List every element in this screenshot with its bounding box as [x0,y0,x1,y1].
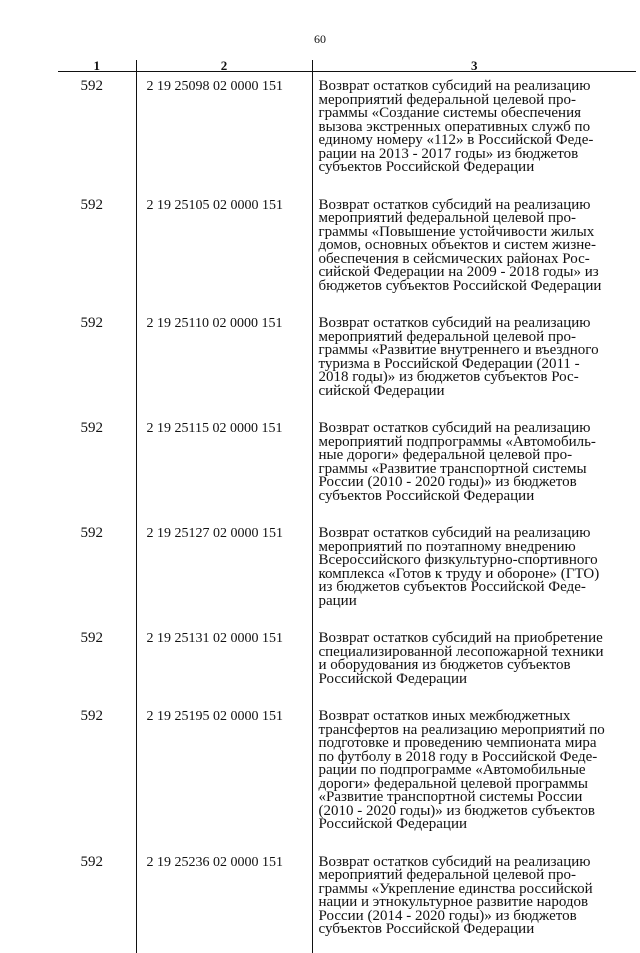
description-line: сийской Федерации на 2009 - 2018 годы» из [318,264,599,280]
description-cell [312,72,636,191]
description-line: граммы «Развитие внутреннего и въездного [318,342,599,358]
table-header-row [58,60,636,72]
description-line: ные дороги» федеральной целевой про- [318,447,573,463]
column-header-3: 3 [312,60,636,72]
admin-code-cell: 592 [80,708,103,724]
description-line: мероприятий федеральной целевой про- [318,328,576,345]
description-line: Возврат остатков субсидий на приобретение [318,630,603,646]
description-cell [312,848,636,953]
description-line: вызова экстренных оперативных служб по [318,118,591,135]
description-line: комплекса «Готов к труду и обороне» (ГТО) [318,565,600,582]
budget-code-cell: 2 19 25110 02 0000 151 [136,309,312,414]
table-row [58,702,636,848]
budget-code-cell: 2 19 25131 02 0000 151 [136,624,312,702]
description-line: из бюджетов субъектов Российской Феде- [318,579,586,595]
budget-code-cell: 2 19 25115 02 0000 151 [136,414,312,519]
description-line: (2010 - 2020 годы)» из бюджетов субъектов [318,802,595,819]
description-line: Возврат остатков субсидий на реализацию [318,420,591,436]
description-line: единому номеру «112» в Российской Феде- [318,132,594,148]
description-line: трансфертов на реализацию мероприятий по [318,721,605,738]
table-row [58,848,636,953]
description-cell [312,519,636,624]
description-line: рации на 2013 - 2017 годы» из бюджетов [318,145,579,162]
budget-codes-table [58,60,636,953]
admin-code-cell: 592 [80,196,103,213]
description-line: граммы «Повышение устойчивости жилых [318,223,595,240]
admin-code-cell: 592 [80,630,103,646]
description-line: рации [318,592,357,609]
description-line: граммы «Создание системы обеспечения [318,105,581,121]
table-row [58,624,636,702]
description-line: Возврат остатков субсидий на реализацию [318,315,591,331]
description-cell [312,414,636,519]
budget-code-cell: 2 19 25236 02 0000 151 [136,848,312,953]
admin-code-cell: 592 [80,78,103,94]
page-number: 60 [314,32,326,46]
description-cell [312,191,636,310]
admin-code-cell: 592 [80,525,103,541]
description-line: 2018 годы)» из бюджетов субъектов Рос- [318,369,579,385]
description-line: России (2010 - 2020 годы)» из бюджетов [318,474,577,490]
column-header-1: 1 [58,60,136,72]
description-line: граммы «Укрепление единства российской [318,880,593,897]
description-line: мероприятий федеральной целевой про- [318,91,576,108]
admin-code-cell: 592 [80,853,103,870]
table-row [58,309,636,414]
description-line: России (2014 - 2020 годы)» из бюджетов [318,907,577,924]
description-cell [312,624,636,702]
admin-code-cell: 592 [80,420,103,436]
description-line: и оборудования из бюджетов субъектов [318,657,571,673]
budget-code-cell: 2 19 25195 02 0000 151 [136,702,312,848]
description-line: субъектов Российской Федерации [318,487,535,504]
description-line: Всероссийского физкультурно-спортивного [318,552,598,568]
description-line: мероприятий по поэтапному внедрению [318,538,576,555]
description-line: домов, основных объектов и систем жизне- [318,237,596,253]
description-line: специализированной лесопожарной техники [318,643,604,660]
description-line: рации по подпрограмме «Автомобильные [318,762,586,778]
description-line: Возврат остатков субсидий на реализацию [318,853,591,870]
table-row [58,72,636,191]
budget-code-cell: 2 19 25127 02 0000 151 [136,519,312,624]
admin-code-cell: 592 [80,315,103,331]
description-line: бюджетов субъектов Российской Федерации [318,277,602,294]
description-line: мероприятий федеральной целевой про- [318,867,576,883]
description-line: субъектов Российской Федерации [318,921,535,937]
table-row [58,519,636,624]
description-cell [312,309,636,414]
description-line: мероприятий федеральной целевой про- [318,210,576,226]
description-line: Возврат остатков иных межбюджетных [318,708,571,724]
description-line: Возврат остатков субсидий на реализацию [318,525,591,541]
description-line: обеспечения в сейсмических районах Рос- [318,250,590,267]
description-line: Российской Федерации [318,816,468,832]
description-line: граммы «Развитие транспортной системы [318,460,587,477]
description-line: субъектов Российской Федерации [318,159,535,175]
description-cell [312,702,636,848]
description-line: Возврат остатков субсидий на реализацию [318,78,591,94]
description-line: сийской Федерации [318,382,445,399]
description-line: подготовке и проведению чемпионата мира [318,735,597,751]
description-line: мероприятий подпрограммы «Автомобиль- [318,433,596,450]
budget-code-cell: 2 19 25098 02 0000 151 [136,72,312,191]
description-line: нации и этнокультурное развитие народов [318,894,589,910]
description-line: дороги» федеральной целевой программы [318,775,588,792]
description-line: Российской Федерации [318,670,468,687]
description-line: «Развитие транспортной системы России [318,789,583,805]
description-line: туризма в Российской Федерации (2011 - [318,355,580,372]
budget-code-cell: 2 19 25105 02 0000 151 [136,191,312,310]
description-line: по футболу в 2018 году в Российской Феде- [318,748,598,765]
table-row [58,414,636,519]
column-header-2: 2 [136,60,312,72]
description-line: Возврат остатков субсидий на реализацию [318,196,591,213]
table-row [58,191,636,310]
